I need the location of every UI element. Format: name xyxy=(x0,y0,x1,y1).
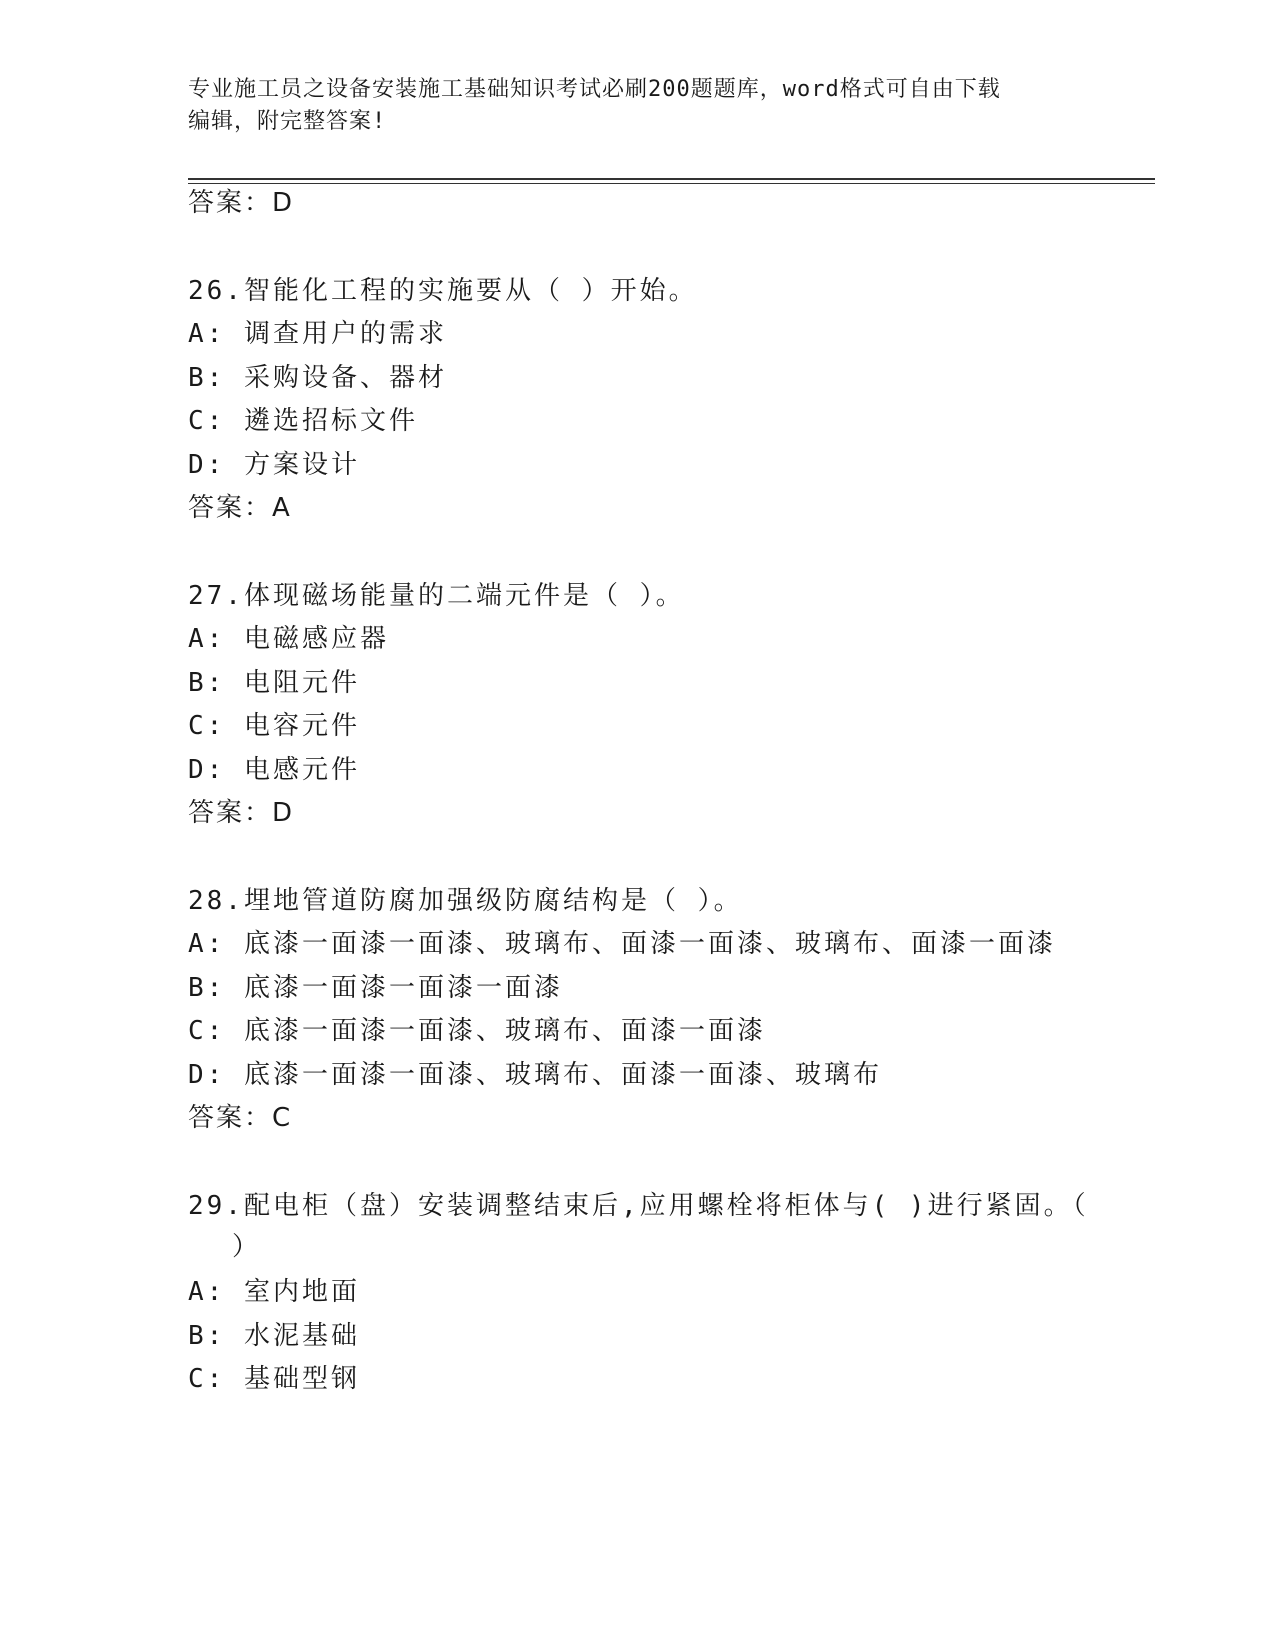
header-line-2: 编辑，附完整答案! xyxy=(188,109,387,134)
question-29-stem-continuation: ） xyxy=(232,1232,262,1262)
previous-answer: 答案：D xyxy=(188,188,295,218)
question-26-option-d: D: 方案设计 xyxy=(188,450,360,480)
question-27-option-b: B: 电阻元件 xyxy=(188,668,360,698)
question-27-option-c: C: 电容元件 xyxy=(188,711,360,741)
question-28-option-a: A: 底漆一面漆一面漆、玻璃布、面漆一面漆、玻璃布、面漆一面漆 xyxy=(188,929,1056,959)
document-header xyxy=(188,74,1088,138)
question-28-stem: 28.埋地管道防腐加强级防腐结构是（ ）。 xyxy=(188,886,743,916)
question-29-option-c: C: 基础型钢 xyxy=(188,1364,360,1394)
question-26-option-a: A: 调查用户的需求 xyxy=(188,319,447,349)
question-28-option-b: B: 底漆一面漆一面漆一面漆 xyxy=(188,973,563,1003)
header-line-1: 专业施工员之设备安装施工基础知识考试必刷200题题库，word格式可自由下载 xyxy=(188,77,1001,102)
question-27-option-a: A: 电磁感应器 xyxy=(188,624,389,654)
question-26-option-c: C: 遴选招标文件 xyxy=(188,406,418,436)
question-26-answer: 答案：A xyxy=(188,493,292,523)
question-28-option-c: C: 底漆一面漆一面漆、玻璃布、面漆一面漆 xyxy=(188,1016,766,1046)
question-26-option-b: B: 采购设备、器材 xyxy=(188,363,447,393)
header-divider-thin xyxy=(188,183,1155,184)
question-27-answer: 答案：D xyxy=(188,798,295,828)
question-28-option-d: D: 底漆一面漆一面漆、玻璃布、面漆一面漆、玻璃布 xyxy=(188,1060,882,1090)
question-29-stem: 29.配电柜（盘）安装调整结束后,应用螺栓将柜体与( )进行紧固。（ xyxy=(188,1191,1089,1221)
question-27-stem: 27.体现磁场能量的二端元件是（ ）。 xyxy=(188,581,685,611)
question-29-option-a: A: 室内地面 xyxy=(188,1277,360,1307)
question-27-option-d: D: 电感元件 xyxy=(188,755,360,785)
question-26-stem: 26.智能化工程的实施要从（ ）开始。 xyxy=(188,276,698,306)
question-29-option-b: B: 水泥基础 xyxy=(188,1321,360,1351)
header-divider-thick xyxy=(188,178,1155,180)
question-28-answer: 答案：C xyxy=(188,1103,293,1133)
